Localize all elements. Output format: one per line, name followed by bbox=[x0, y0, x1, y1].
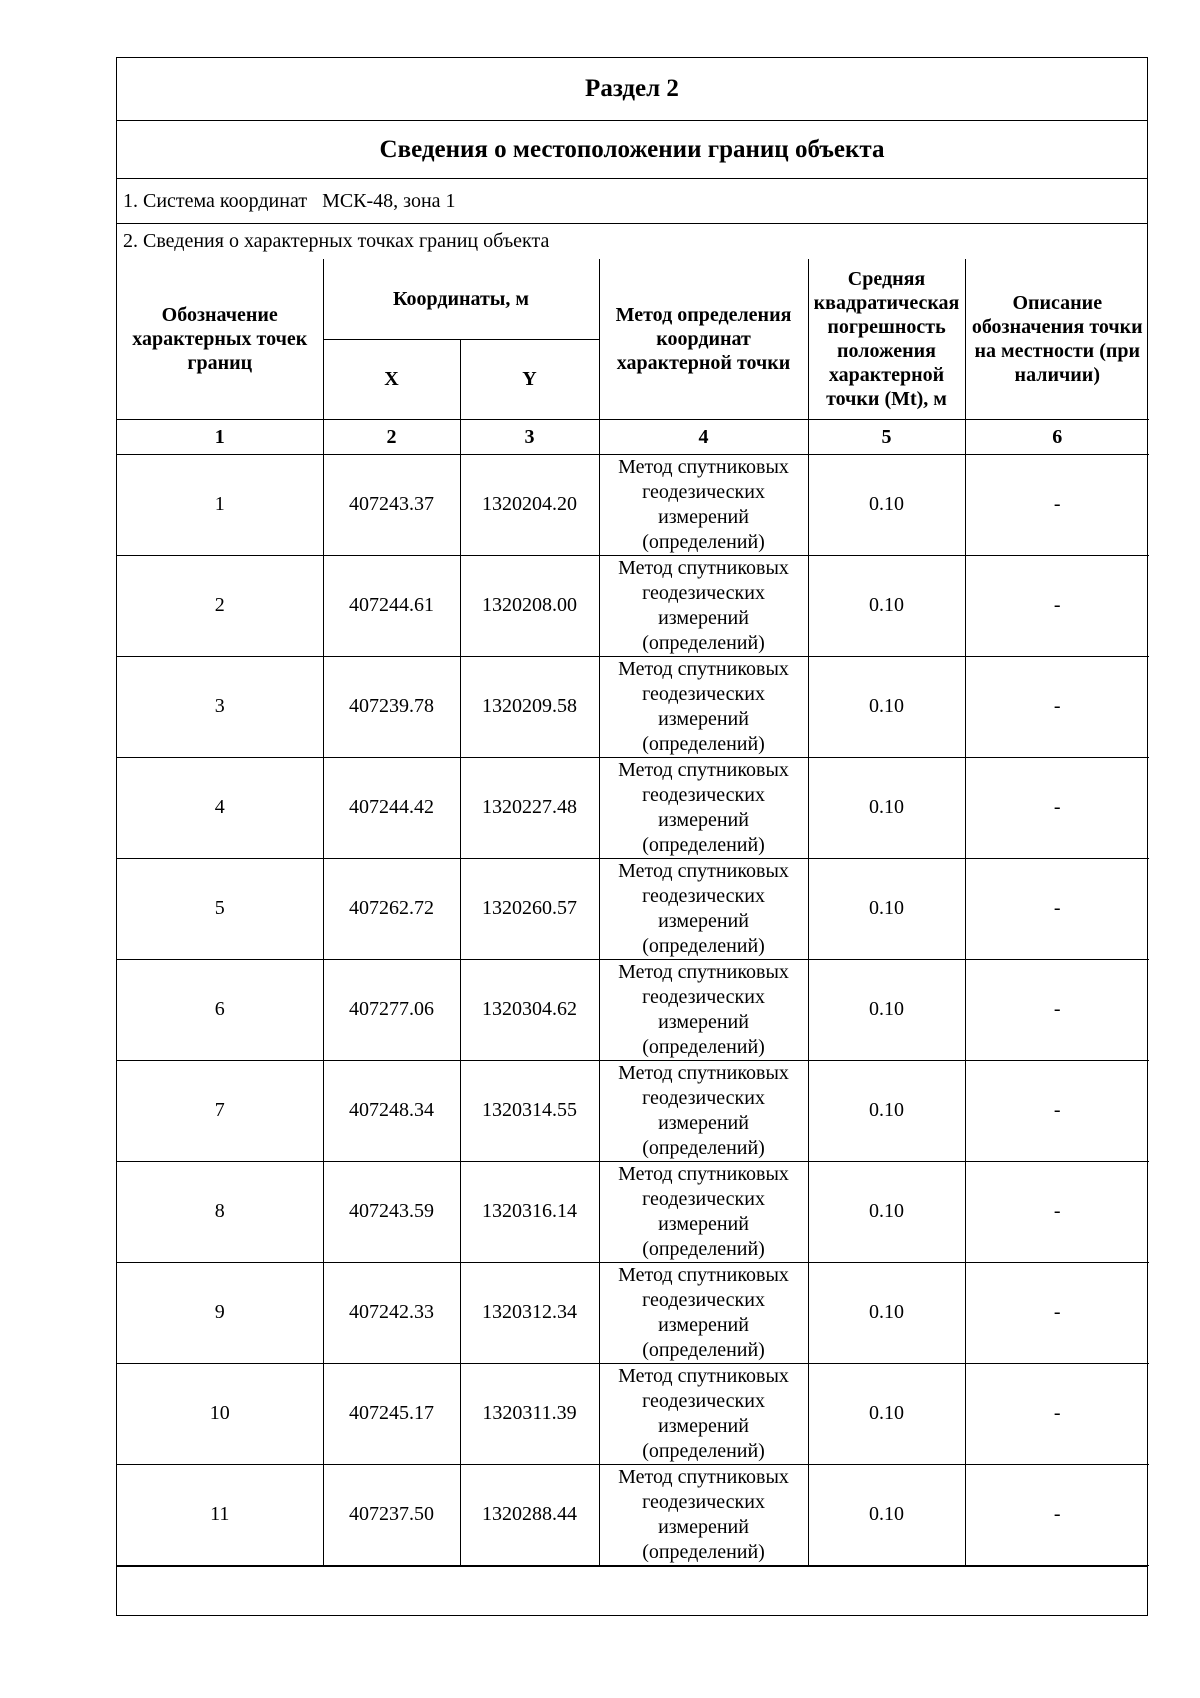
cell-coordinate-y: 1320314.55 bbox=[460, 1060, 599, 1161]
cell-description: - bbox=[965, 1161, 1149, 1262]
cell-point-number: 4 bbox=[117, 757, 323, 858]
cell-description: - bbox=[965, 858, 1149, 959]
cell-coordinate-x: 407239.78 bbox=[323, 656, 460, 757]
column-number-row bbox=[117, 419, 1149, 454]
column-number: 3 bbox=[460, 419, 599, 454]
table-row bbox=[117, 858, 1149, 959]
cell-method: Метод спутниковых геодезических измерений (определений) bbox=[599, 1262, 808, 1363]
cell-method: Метод спутниковых геодезических измерений (определений) bbox=[599, 757, 808, 858]
cell-point-number: 5 bbox=[117, 858, 323, 959]
cell-method: Метод спутниковых геодезических измерений (определений) bbox=[599, 1161, 808, 1262]
cell-method: Метод спутниковых геодезических измерений (определений) bbox=[599, 1363, 808, 1464]
cell-method: Метод спутниковых геодезических измерений (определений) bbox=[599, 959, 808, 1060]
cell-point-number: 3 bbox=[117, 656, 323, 757]
column-number: 6 bbox=[965, 419, 1149, 454]
table-row bbox=[117, 656, 1149, 757]
cell-coordinate-y: 1320311.39 bbox=[460, 1363, 599, 1464]
cell-coordinate-x: 407262.72 bbox=[323, 858, 460, 959]
cell-description: - bbox=[965, 757, 1149, 858]
cell-mt-error: 0.10 bbox=[808, 454, 965, 555]
column-number: 5 bbox=[808, 419, 965, 454]
section-subtitle: Сведения о местоположении границ объекта bbox=[117, 121, 1147, 179]
cell-coordinate-x: 407244.42 bbox=[323, 757, 460, 858]
table-row bbox=[117, 959, 1149, 1060]
cell-coordinate-y: 1320260.57 bbox=[460, 858, 599, 959]
cell-mt-error: 0.10 bbox=[808, 656, 965, 757]
cell-coordinate-y: 1320316.14 bbox=[460, 1161, 599, 1262]
header-coordinates: Координаты, м bbox=[323, 259, 599, 339]
cell-point-number: 2 bbox=[117, 555, 323, 656]
header-error: Средняя квадратическая погрешность положения характерной точки (Mt), м bbox=[808, 259, 965, 419]
cell-point-number: 8 bbox=[117, 1161, 323, 1262]
column-number: 2 bbox=[323, 419, 460, 454]
header-method: Метод определения координат характерной точки bbox=[599, 259, 808, 419]
cell-description: - bbox=[965, 555, 1149, 656]
table-row bbox=[117, 1363, 1149, 1464]
cell-mt-error: 0.10 bbox=[808, 1262, 965, 1363]
document-sheet bbox=[116, 57, 1148, 1616]
column-number: 1 bbox=[117, 419, 323, 454]
cell-mt-error: 0.10 bbox=[808, 858, 965, 959]
cell-coordinate-y: 1320288.44 bbox=[460, 1464, 599, 1565]
coordinate-system-value: МСК-48, зона 1 bbox=[322, 189, 456, 212]
table-row bbox=[117, 757, 1149, 858]
table-row bbox=[117, 1464, 1149, 1565]
cell-method: Метод спутниковых геодезических измерений (определений) bbox=[599, 454, 808, 555]
cell-mt-error: 0.10 bbox=[808, 1161, 965, 1262]
table-row bbox=[117, 454, 1149, 555]
cell-point-number: 11 bbox=[117, 1464, 323, 1565]
cell-mt-error: 0.10 bbox=[808, 959, 965, 1060]
cell-coordinate-x: 407245.17 bbox=[323, 1363, 460, 1464]
points-heading: 2. Сведения о характерных точках границ объекта bbox=[123, 230, 550, 252]
cell-point-number: 9 bbox=[117, 1262, 323, 1363]
points-table-body bbox=[117, 454, 1149, 1565]
column-number: 4 bbox=[599, 419, 808, 454]
table-row bbox=[117, 1060, 1149, 1161]
cell-coordinate-x: 407277.06 bbox=[323, 959, 460, 1060]
coordinate-system-label: 1. Система координат bbox=[123, 189, 308, 212]
cell-mt-error: 0.10 bbox=[808, 1363, 965, 1464]
header-designation: Обозначение характерных точек границ bbox=[117, 259, 323, 419]
cell-description: - bbox=[965, 454, 1149, 555]
cell-point-number: 10 bbox=[117, 1363, 323, 1464]
cell-point-number: 1 bbox=[117, 454, 323, 555]
points-table bbox=[117, 259, 1149, 1566]
cell-mt-error: 0.10 bbox=[808, 757, 965, 858]
cell-coordinate-y: 1320227.48 bbox=[460, 757, 599, 858]
cell-coordinate-x: 407242.33 bbox=[323, 1262, 460, 1363]
coordinate-system-line bbox=[117, 179, 1147, 224]
header-y: Y bbox=[460, 339, 599, 419]
header-x: X bbox=[323, 339, 460, 419]
cell-method: Метод спутниковых геодезических измерений (определений) bbox=[599, 555, 808, 656]
header-row bbox=[117, 259, 1149, 339]
table-row bbox=[117, 1262, 1149, 1363]
cell-method: Метод спутниковых геодезических измерений (определений) bbox=[599, 1464, 808, 1565]
table-row bbox=[117, 555, 1149, 656]
section-title: Раздел 2 bbox=[117, 58, 1147, 121]
cell-point-number: 6 bbox=[117, 959, 323, 1060]
table-row bbox=[117, 1161, 1149, 1262]
cell-coordinate-y: 1320209.58 bbox=[460, 656, 599, 757]
cell-coordinate-y: 1320304.62 bbox=[460, 959, 599, 1060]
cell-coordinate-x: 407248.34 bbox=[323, 1060, 460, 1161]
cell-mt-error: 0.10 bbox=[808, 1464, 965, 1565]
cell-mt-error: 0.10 bbox=[808, 1060, 965, 1161]
cell-description: - bbox=[965, 959, 1149, 1060]
cell-coordinate-y: 1320204.20 bbox=[460, 454, 599, 555]
cell-coordinate-x: 407237.50 bbox=[323, 1464, 460, 1565]
cell-coordinate-x: 407243.59 bbox=[323, 1161, 460, 1262]
cell-coordinate-y: 1320312.34 bbox=[460, 1262, 599, 1363]
table-footer-empty-row bbox=[117, 1566, 1147, 1615]
cell-method: Метод спутниковых геодезических измерений (определений) bbox=[599, 1060, 808, 1161]
cell-coordinate-y: 1320208.00 bbox=[460, 555, 599, 656]
cell-point-number: 7 bbox=[117, 1060, 323, 1161]
cell-coordinate-x: 407244.61 bbox=[323, 555, 460, 656]
cell-description: - bbox=[965, 1262, 1149, 1363]
header-description: Описание обозначения точки на местности (при наличии) bbox=[965, 259, 1149, 419]
cell-method: Метод спутниковых геодезических измерений (определений) bbox=[599, 656, 808, 757]
cell-method: Метод спутниковых геодезических измерений (определений) bbox=[599, 858, 808, 959]
cell-coordinate-x: 407243.37 bbox=[323, 454, 460, 555]
cell-mt-error: 0.10 bbox=[808, 555, 965, 656]
cell-description: - bbox=[965, 1060, 1149, 1161]
cell-description: - bbox=[965, 656, 1149, 757]
cell-description: - bbox=[965, 1464, 1149, 1565]
cell-description: - bbox=[965, 1363, 1149, 1464]
